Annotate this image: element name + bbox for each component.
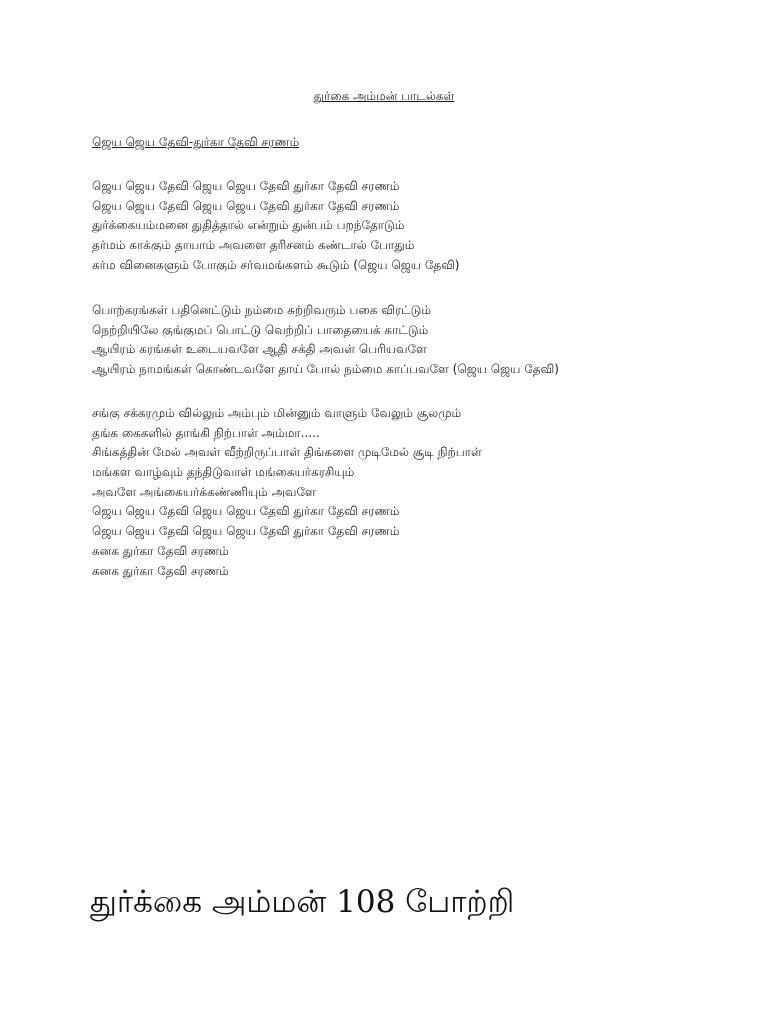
document-title: துர்கை அம்மன் பாடல்கள்	[313, 89, 455, 103]
lyric-line: கனக துர்கா தேவி சரணம்	[92, 543, 229, 558]
lyric-line: மங்கள வாழ்வும் தந்திடுவாள் மங்கையர்கரசியும்	[92, 465, 355, 480]
lyric-line: தங்க கைகளில் தாங்கி நிற்பாள் அம்மா.....	[92, 425, 320, 440]
lyric-line: ஆயிரம் கரங்கள் உடையவளே ஆதி சக்தி அவள் பெரியவளே	[92, 342, 427, 357]
lyric-line: சிங்கத்தின் மேல் அவள் வீற்றிருப்பாள் திங்களை முடிமேல் சூடி நிற்பாள்	[92, 445, 482, 460]
lyric-line: ஆயிரம் நாமங்கள் கொண்டவளே தாய் போல் நம்மை காப்பவளே (ஜெய ஜெய தேவி)	[92, 362, 559, 377]
song-title: ஜெய ஜெய தேவி-துர்கா தேவி சரணம்	[92, 135, 300, 149]
stanza-2	[92, 301, 559, 380]
lyric-line: தர்மம் காக்கும் தாயாம் அவளை தரிசனம் கண்டால் போதும்	[92, 238, 415, 253]
lyric-line: சங்கு சக்கரமும் வில்லும் அம்பும் மின்னும் வாளும் வேலும் சூலமும்	[92, 406, 462, 420]
lyric-line: நெற்றியிலே குங்குமப் பொட்டு வெற்றிப் பாதையைக் காட்டும்	[92, 322, 429, 337]
lyric-line: ஜெய ஜெய தேவி ஜெய ஜெய தேவி துர்கா தேவி சரணம்	[92, 524, 400, 539]
stanza-3	[92, 404, 482, 581]
lyric-line: அவளே அங்கையர்க்கண்ணியும் அவளே	[92, 484, 316, 499]
lyric-line: ஜெய ஜெய தேவி ஜெய ஜெய தேவி துர்கா தேவி சரணம்	[92, 504, 400, 519]
stanza-1	[92, 177, 459, 275]
section-heading: துர்க்கை அம்மன் 108 போற்றி	[90, 884, 515, 920]
lyric-line: ஜெய ஜெய தேவி ஜெய ஜெய தேவி துர்கா தேவி சரணம்	[92, 198, 400, 213]
lyric-line: கர்ம வினைகளும் போகும் சர்வமங்களம் கூடும் (ஜெய ஜெய தேவி)	[92, 257, 460, 272]
lyric-line: கனக துர்கா தேவி சரணம்	[92, 563, 229, 578]
lyric-line: ஜெய ஜெய தேவி ஜெய ஜெய தேவி துர்கா தேவி சரணம்	[92, 179, 400, 193]
lyric-line: துர்க்கையம்மனை துதித்தால் என்றும் துன்பம் பறந்தோடும்	[92, 218, 405, 233]
lyric-line: பொற்கரங்கள் பதினெட்டும் நம்மை சுற்றிவரும் பகை விரட்டும்	[92, 303, 432, 317]
